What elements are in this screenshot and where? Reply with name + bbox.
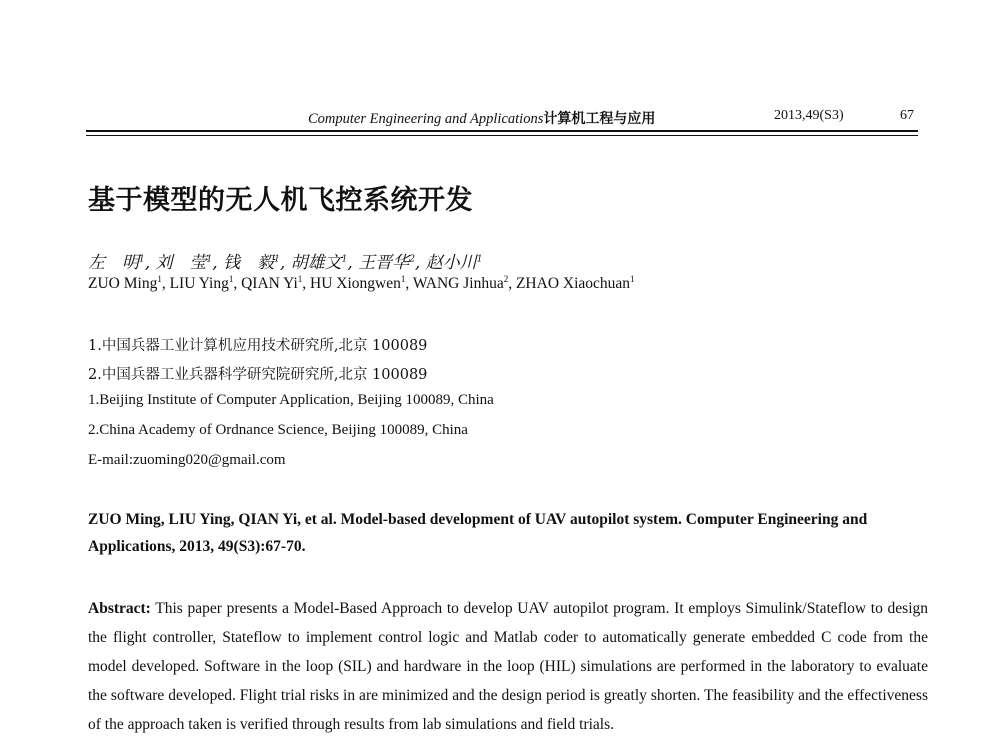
citation-line: ZUO Ming, LIU Ying, QIAN Yi, et al. Model-based development of UAV autopilot system. Computer Engineering and Applications, 2013, 49(S3):67-70. <box>88 511 868 555</box>
author-cn: 左 明 <box>88 253 139 273</box>
author-aff-marker: 1 <box>297 273 303 284</box>
volume-issue: 2013,49(S3) <box>774 108 844 123</box>
author-en: HU Xiongwen <box>310 275 401 292</box>
author-en: WANG Jinhua <box>412 275 504 292</box>
header-rule-thick <box>86 130 918 132</box>
journal-name-cn: 计算机工程与应用 <box>543 111 656 127</box>
author-aff-marker: 2 <box>409 254 415 265</box>
author-email: E-mail:zuoming020@gmail.com <box>88 452 286 468</box>
author-cn: 胡雄文 <box>290 253 342 273</box>
journal-name-en: Computer Engineering and Applications <box>308 111 544 127</box>
author-aff-marker: 1 <box>139 254 145 265</box>
author-aff-marker: 1 <box>157 273 162 284</box>
author-cn: 赵小川 <box>425 253 477 273</box>
author-cn: 刘 莹 <box>155 253 207 273</box>
authors-en: ZUO Ming$^1$, LIU Ying$^1$, QIAN Yi$^1$, HU Xiongwen$^1$, WANG Jinhua$^2$, ZHAO Xiaochuan$^1$ <box>88 273 635 292</box>
author-en: QIAN Yi <box>241 275 298 292</box>
running-header-journal <box>308 108 655 128</box>
author-en: ZHAO Xiaochuan <box>515 275 631 292</box>
author-aff-marker: 1 <box>630 273 635 284</box>
authors-cn: 左 明$^1$, 刘 莹$^1$, 钱 毅$^1$, 胡雄文$^1$, 王晋华$^2$, 赵小川$^1$ <box>88 253 483 273</box>
abstract <box>88 594 928 739</box>
affiliation-en-1: 1.Beijing Institute of Computer Application, Beijing 100089, China <box>88 392 494 408</box>
author-cn: 钱 毅 <box>223 253 275 273</box>
author-en: ZUO Ming <box>88 275 158 292</box>
affiliation-en-2: 2.China Academy of Ordnance Science, Beijing 100089, China <box>88 422 468 438</box>
affiliation-cn-2: 2.中国兵器工业兵器科学研究院研究所,北京 100089 <box>88 367 428 383</box>
author-cn: 王晋华 <box>358 253 410 273</box>
author-aff-marker: 1 <box>228 273 234 284</box>
author-aff-marker: 1 <box>400 273 406 284</box>
author-aff-marker: 1 <box>476 254 483 265</box>
paper-title: 基于模型的无人机飞控系统开发 <box>88 185 473 216</box>
abstract-label: Abstract: <box>88 600 151 617</box>
author-en: LIU Ying <box>169 275 229 292</box>
author-aff-marker: 2 <box>503 273 509 284</box>
page-number: 67 <box>900 108 914 123</box>
affiliation-cn-1: 1.中国兵器工业计算机应用技术研究所,北京 100089 <box>88 338 428 354</box>
header-rule-thin <box>86 135 918 136</box>
author-aff-marker: 1 <box>341 254 348 265</box>
author-aff-marker: 1 <box>274 254 280 265</box>
author-aff-marker: 1 <box>206 254 213 265</box>
abstract-text: This paper presents a Model-Based Approach to develop UAV autopilot program. It employs Simulink/Stateflow to design the flight controller, Stateflow to implement control logic and Matlab coder to automatically generate embedded C code from the model developed. Software in the loop (SIL) and hardware in the loop (HIL) simulations are performed in the laboratory to evaluate the software developed. Flight trial risks in are minimized and the design period is greatly shorten. The feasibility and the effectiveness of the approach taken is verified through results from lab simulations and field trials. <box>88 600 928 733</box>
